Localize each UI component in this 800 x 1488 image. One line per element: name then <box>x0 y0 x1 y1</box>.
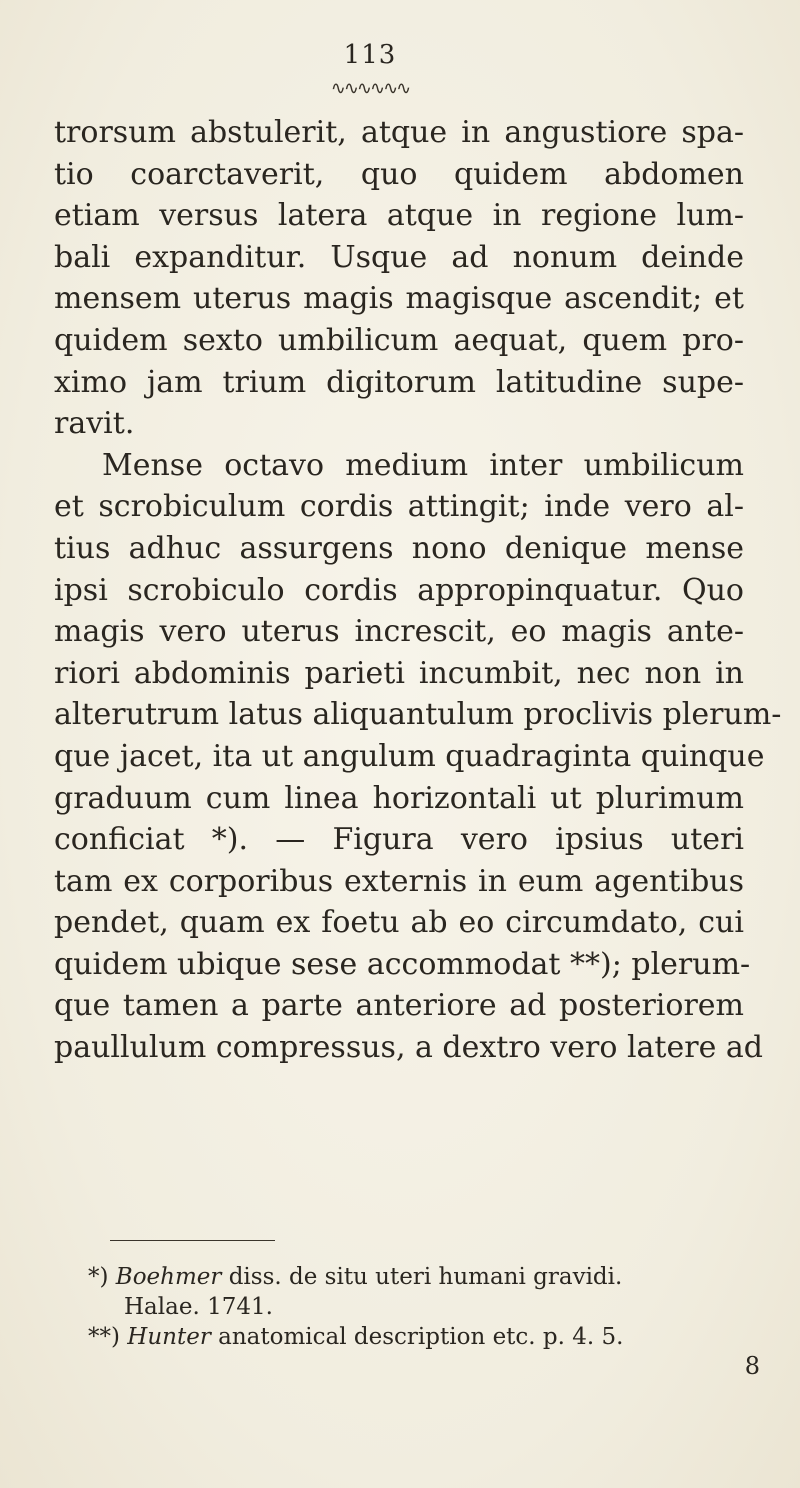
text-line: conficiat *). — Figura vero ipsius uteri <box>54 822 744 858</box>
footnotes <box>88 1262 748 1352</box>
footnote-mark: **) <box>88 1324 120 1350</box>
text-line: graduum cum linea horizontali ut plurimum <box>54 780 744 816</box>
text-line: riori abdominis parieti incumbit, nec non in <box>54 655 744 691</box>
text-line: mensem uterus magis magisque ascendit; et <box>54 281 744 317</box>
footnote-text: anatomical description etc. p. 4. 5. <box>218 1324 624 1350</box>
text-line: et scrobiculum cordis attingit; inde vero al- <box>54 489 744 525</box>
text-line: quidem ubique sese accommodat **); plerum- <box>54 946 751 982</box>
text-line: ravit. <box>54 406 135 442</box>
footnote-2 <box>88 1322 748 1352</box>
text-line: Mense octavo medium inter umbilicum <box>102 447 744 483</box>
main-text <box>54 112 782 1069</box>
text-line: pendet, quam ex foetu ab eo circumdato, cui <box>54 905 744 941</box>
text-line: magis vero uterus increscit, eo magis ante- <box>54 614 744 650</box>
text-line: ximo jam trium digitorum latitudine supe- <box>54 364 744 400</box>
footnote-1-continuation: Halae. 1741. <box>124 1294 273 1320</box>
text-line: bali expanditur. Usque ad nonum deinde <box>54 239 744 275</box>
text-line: etiam versus latera atque in regione lum- <box>54 198 744 234</box>
footnote-mark: *) <box>88 1264 109 1290</box>
text-line: trorsum abstulerit, atque in angustiore spa- <box>54 115 744 150</box>
text-line: quidem sexto umbilicum aequat, quem pro- <box>54 322 744 358</box>
footnote-author: Hunter <box>127 1324 211 1350</box>
footnote-rule <box>110 1240 275 1241</box>
footnote-1 <box>88 1262 748 1292</box>
text-line: ipsi scrobiculo cordis appropinquatur. Quo <box>54 572 744 608</box>
header-ornament: ∿∿∿∿∿∿ <box>330 78 410 99</box>
footnote-author: Boehmer <box>115 1264 222 1290</box>
signature-mark: 8 <box>744 1352 760 1380</box>
text-line: que tamen a parte anteriore ad posteriorem <box>54 988 744 1024</box>
text-line: tam ex corporibus externis in eum agentibus <box>54 863 744 899</box>
text-line: tius adhuc assurgens nono denique mense <box>54 530 744 566</box>
text-line: paullulum compressus, a dextro vero latere ad <box>54 1030 763 1066</box>
text-line: tio coarctaverit, quo quidem abdomen <box>54 156 744 192</box>
footnote-text: diss. de situ uteri humani gravidi. <box>228 1264 623 1290</box>
text-line: alterutrum latus aliquantulum proclivis plerum- <box>54 697 782 733</box>
text-line: que jacet, ita ut angulum quadraginta quinque <box>54 738 765 774</box>
page-number: 113 <box>343 40 397 70</box>
